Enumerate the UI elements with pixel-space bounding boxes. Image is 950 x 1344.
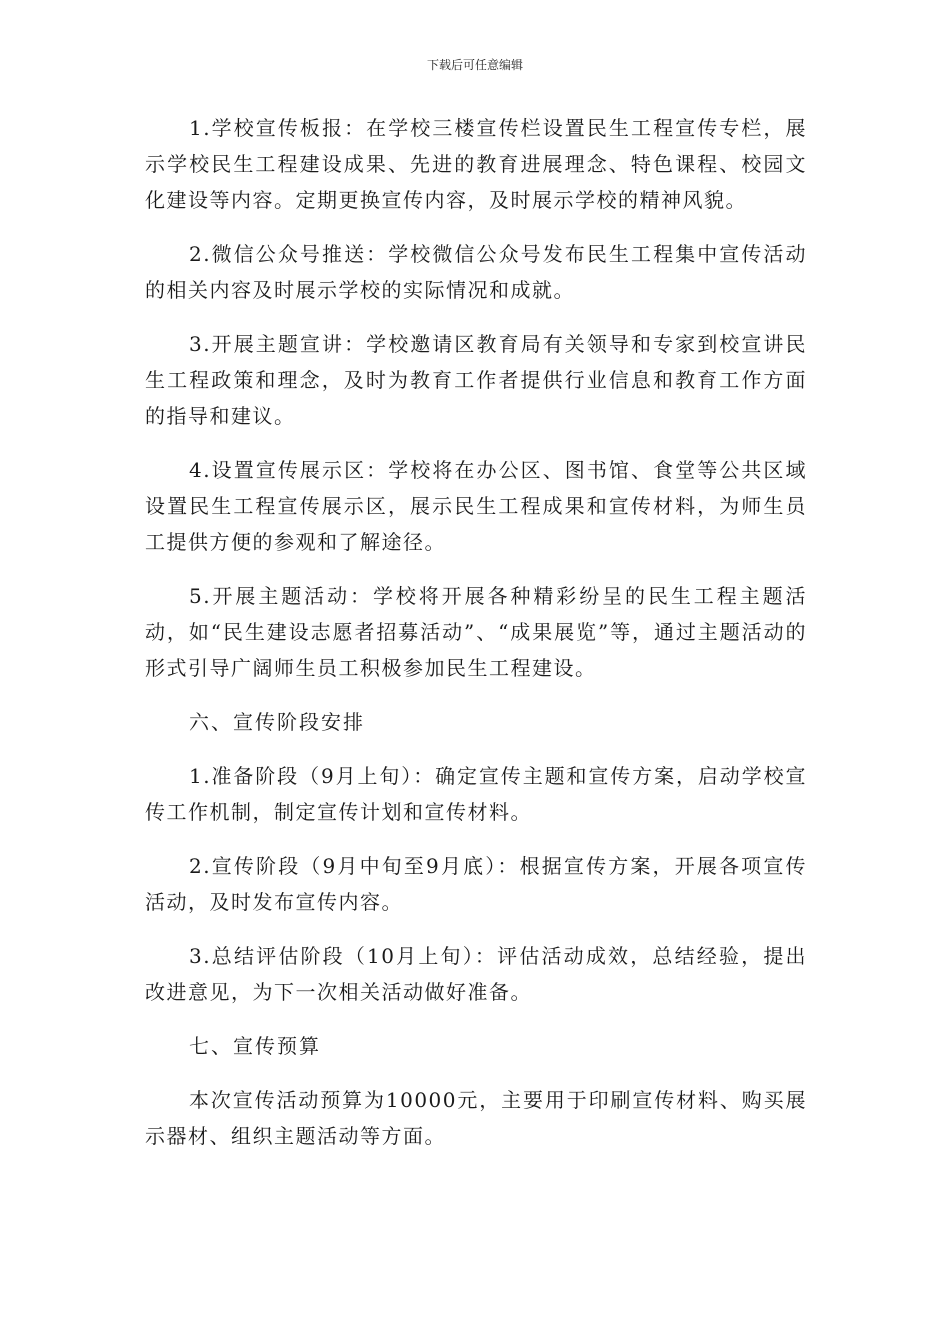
paragraph-theme-lecture: 3.开展主题宣讲：学校邀请区教育局有关领导和专家到校宣讲民生工程政策和理念，及时为教育工作者提供行业信息和教育工作方面的指导和建议。	[145, 332, 807, 428]
page-header-note: 下载后可任意编辑	[426, 58, 523, 72]
paragraph-wechat-push: 2.微信公众号推送：学校微信公众号发布民生工程集中宣传活动的相关内容及时展示学校的实际情况和成就。	[145, 242, 807, 302]
paragraph-publicity-board: 1.学校宣传板报：在学校三楼宣传栏设置民生工程宣传专栏，展示学校民生工程建设成果、先进的教育进展理念、特色课程、校园文化建设等内容。定期更换宣传内容，及时展示学校的精神风貌。	[145, 116, 807, 212]
paragraph-budget: 本次宣传活动预算为10000元，主要用于印刷宣传材料、购买展示器材、组织主题活动等方面。	[145, 1088, 807, 1148]
paragraph-evaluation-stage: 3.总结评估阶段（10月上旬）：评估活动成效，总结经验，提出改进意见，为下一次相关活动做好准备。	[145, 944, 807, 1004]
section-heading-budget: 七、宣传预算	[189, 1034, 321, 1058]
document-body	[145, 110, 807, 1172]
paragraph-publicity-stage: 2.宣传阶段（9月中旬至9月底）：根据宣传方案，开展各项宣传活动，及时发布宣传内容。	[145, 854, 807, 914]
section-heading-schedule: 六、宣传阶段安排	[189, 710, 365, 734]
paragraph-preparation-stage: 1.准备阶段（9月上旬）：确定宣传主题和宣传方案，启动学校宣传工作机制，制定宣传计划和宣传材料。	[145, 764, 807, 824]
paragraph-theme-activities: 5.开展主题活动：学校将开展各种精彩纷呈的民生工程主题活动，如“民生建设志愿者招募活动”、“成果展览”等，通过主题活动的形式引导广阔师生员工积极参加民生工程建设。	[145, 584, 807, 680]
paragraph-display-area: 4.设置宣传展示区：学校将在办公区、图书馆、食堂等公共区域设置民生工程宣传展示区，展示民生工程成果和宣传材料，为师生员工提供方便的参观和了解途径。	[145, 458, 807, 554]
